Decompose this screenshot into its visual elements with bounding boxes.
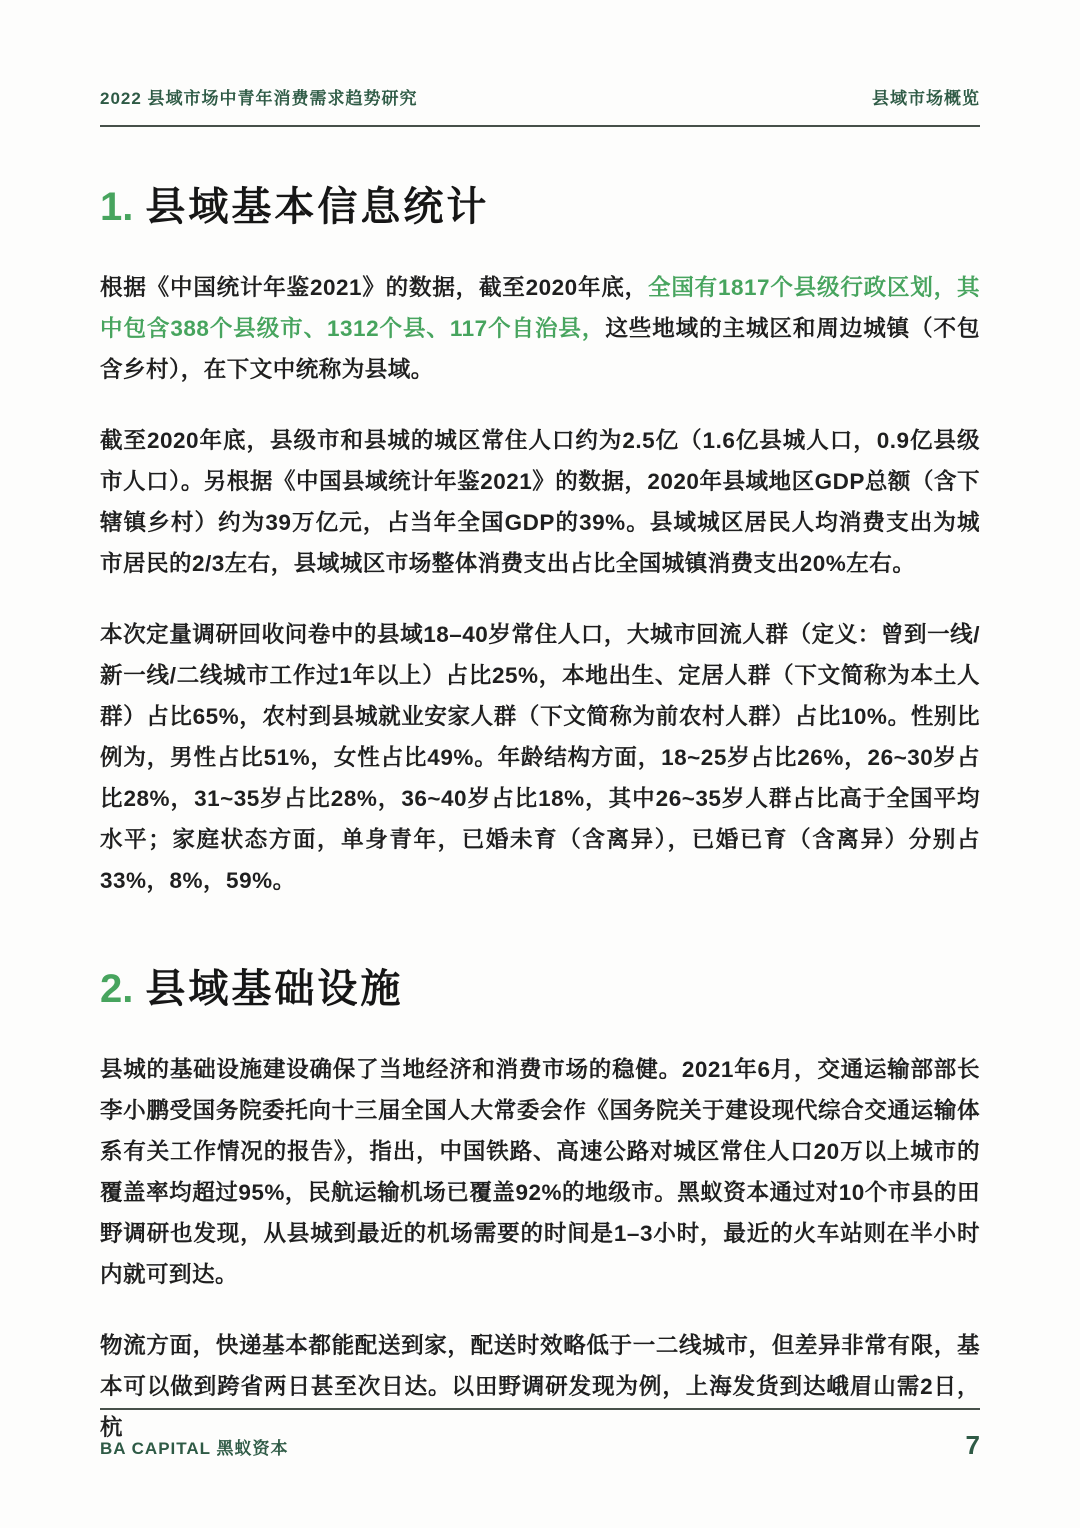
header-report-title: 2022 县域市场中青年消费需求趋势研究 bbox=[100, 89, 418, 108]
paragraph-survey-demographics bbox=[100, 614, 980, 901]
paragraph-transport bbox=[100, 1049, 980, 1295]
highlight-run: 全国有1817个县级行政区划，其中包含388个县级市、1312个县、117个自治县， bbox=[100, 275, 980, 341]
text-run: 根据《中国统计年鉴2021》的数据，截至2020年底， bbox=[100, 275, 648, 300]
page-footer bbox=[100, 1392, 980, 1461]
text-run: 本次定量调研回收问卷中的县域18–40岁常住人口，大城市回流人群（定义：曾到一线/新一线/二线城市工作过1年以上）占比25%，本地出生、定居人群（下文简称为本土人群）占比65%，农村到县城就业安家人群（下文简称为前农村人群）占比10%。性别比例为，男性占比51%，女性占比49%。年龄结构方面，18~25岁占比26%，26~30岁占比28%，31~35岁占比28%，36~40岁占比18%，其中26~35岁人群占比高于全国平均水平；家庭状态方面，单身青年，已婚未育（含离异），已婚已育（含离异）分别占33%，8%，59%。 bbox=[100, 622, 980, 893]
section-2-title: 县域基础设施 bbox=[145, 967, 404, 1011]
section-infrastructure bbox=[100, 965, 980, 1448]
text-run: 物流方面，快递基本都能配送到家，配送时效略低于一二线城市，但差异非常有限，基本可以做到跨省两日甚至次日达。以田野调研发现为例，上海发货到达峨眉山需2日，杭 bbox=[100, 1333, 980, 1440]
text-run: 县城的基础设施建设确保了当地经济和消费市场的稳健。2021年6月，交通运输部部长李小鹏受国务院委托向十三届全国人大常委会作《国务院关于建设现代综合交通运输体系有关工作情况的报告》，指出，中国铁路、高速公路对城区常住人口20万以上城市的覆盖率均超过95%，民航运输机场已覆盖92%的地级市。黑蚁资本通过对10个市县的田野调研也发现，从县城到最近的机场需要的时间是1–3小时，最近的火车站则在半小时内就可到达。 bbox=[100, 1057, 980, 1287]
section-2-number: 2. bbox=[100, 967, 134, 1011]
section-basic-info bbox=[100, 183, 980, 901]
section-1-title: 县域基本信息统计 bbox=[145, 185, 490, 229]
section-1-number: 1. bbox=[100, 185, 134, 229]
page-number: 7 bbox=[965, 1430, 980, 1460]
paragraph-population-gdp bbox=[100, 420, 980, 584]
page-header bbox=[100, 0, 980, 127]
footer-brand: BA CAPITAL 黑蚁资本 bbox=[100, 1439, 289, 1458]
header-rule bbox=[100, 125, 980, 127]
text-run: 截至2020年底，县级市和县城的城区常住人口约为2.5亿（1.6亿县城人口，0.9亿县级市人口）。另根据《中国县域统计年鉴2021》的数据，2020年县域地区GDP总额（含下辖镇乡村）约为39万亿元，占当年全国GDP的39%。县域城区居民人均消费支出为城市居民的2/3左右，县域城区市场整体消费支出占比全国城镇消费支出20%左右。 bbox=[100, 428, 980, 576]
footer-rule bbox=[100, 1408, 980, 1410]
header-section-label: 县域市场概览 bbox=[872, 89, 980, 108]
page-body bbox=[100, 183, 980, 1448]
section-1-heading bbox=[100, 183, 980, 231]
section-2-heading bbox=[100, 965, 980, 1013]
paragraph-admin-divisions bbox=[100, 267, 980, 390]
text-run: 这些地域的主城区和周边城镇（不包含乡村），在下文中统称为县域。 bbox=[100, 316, 980, 382]
